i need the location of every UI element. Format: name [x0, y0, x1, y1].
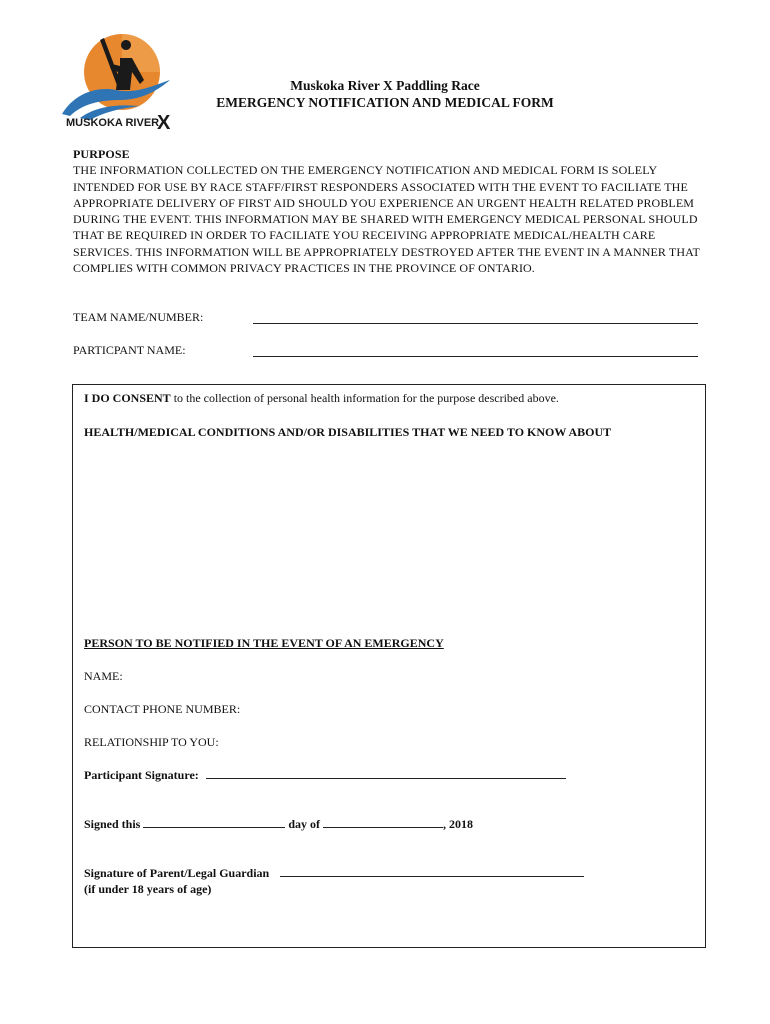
- consent-bold: I DO CONSENT: [84, 391, 171, 405]
- signed-year-label: , 2018: [443, 817, 474, 831]
- emergency-phone-label: CONTACT PHONE NUMBER:: [84, 702, 241, 716]
- guardian-signature-label: Signature of Parent/Legal Guardian: [84, 866, 270, 880]
- purpose-section: [73, 146, 713, 276]
- consent-medical-box: [72, 384, 706, 948]
- guardian-signature-row: [84, 865, 584, 881]
- health-conditions-heading: HEALTH/MEDICAL CONDITIONS AND/OR DISABILITIES THAT WE NEED TO KNOW ABOUT: [84, 425, 612, 439]
- participant-name-field[interactable]: [253, 356, 698, 357]
- signed-this-label: Signed this: [84, 817, 141, 831]
- team-name-field[interactable]: [253, 323, 698, 324]
- title-line-1: Muskoka River X Paddling Race: [290, 78, 480, 93]
- team-name-row: [73, 310, 698, 326]
- health-conditions-area[interactable]: [84, 445, 694, 630]
- title-line-2: EMERGENCY NOTIFICATION AND MEDICAL FORM: [216, 95, 554, 110]
- participant-signature-row: [84, 767, 566, 783]
- signed-month-field[interactable]: [323, 816, 443, 828]
- participant-name-row: [73, 343, 698, 359]
- day-of-label: day of: [288, 817, 321, 831]
- participant-name-label: PARTICPANT NAME:: [73, 343, 186, 357]
- emergency-name-label: NAME:: [84, 669, 123, 683]
- team-name-label: TEAM NAME/NUMBER:: [73, 310, 204, 324]
- logo-text-main: MUSKOKA RIVER: [66, 117, 160, 129]
- purpose-heading: PURPOSE: [73, 147, 130, 161]
- emergency-contact-heading: PERSON TO BE NOTIFIED IN THE EVENT OF AN EMERGENCY: [84, 636, 444, 650]
- participant-signature-label: Participant Signature:: [84, 768, 199, 782]
- consent-rest: to the collection of personal health information for the purpose described above.: [170, 391, 559, 405]
- signed-date-row: [84, 816, 473, 832]
- logo-text-x: X: [157, 112, 171, 132]
- purpose-body: THE INFORMATION COLLECTED ON THE EMERGENCY NOTIFICATION AND MEDICAL FORM IS SOLELY INTENDED FOR USE BY RACE STAFF/FIRST RESPONDERS ASSOCIATED WITH THE EVENT TO FACILIATE THE APPROPRIATE DELIVERY OF FIRST AID SHOULD YOU EXPERIENCE AN URGENT HEALTH RELATED PROBLEM DURING THE EVENT. THIS INFORMATION MAY BE SHARED WITH EMERGENCY MEDICAL PERSONAL SHOULD THAT BE REQUIRED IN ORDER TO FACILIATE YOU RECEIVING APPROPRIATE MEDICAL/HEALTH CARE SERVICES. THIS INFORMATION WILL BE APPROPRIATELY DESTROYED AFTER THE EVENT IN A MANNER THAT COMPLIES WITH COMMON PRIVACY PRACTICES IN THE PROVINCE OF ONTARIO.: [73, 163, 700, 276]
- muskoka-river-x-logo: [60, 28, 182, 132]
- participant-signature-field[interactable]: [206, 767, 566, 779]
- consent-statement: [84, 391, 559, 406]
- form-title: [175, 77, 595, 111]
- guardian-signature-field[interactable]: [280, 865, 584, 877]
- emergency-relationship-label: RELATIONSHIP TO YOU:: [84, 735, 219, 749]
- guardian-note: (if under 18 years of age): [84, 882, 212, 896]
- signed-day-field[interactable]: [143, 816, 285, 828]
